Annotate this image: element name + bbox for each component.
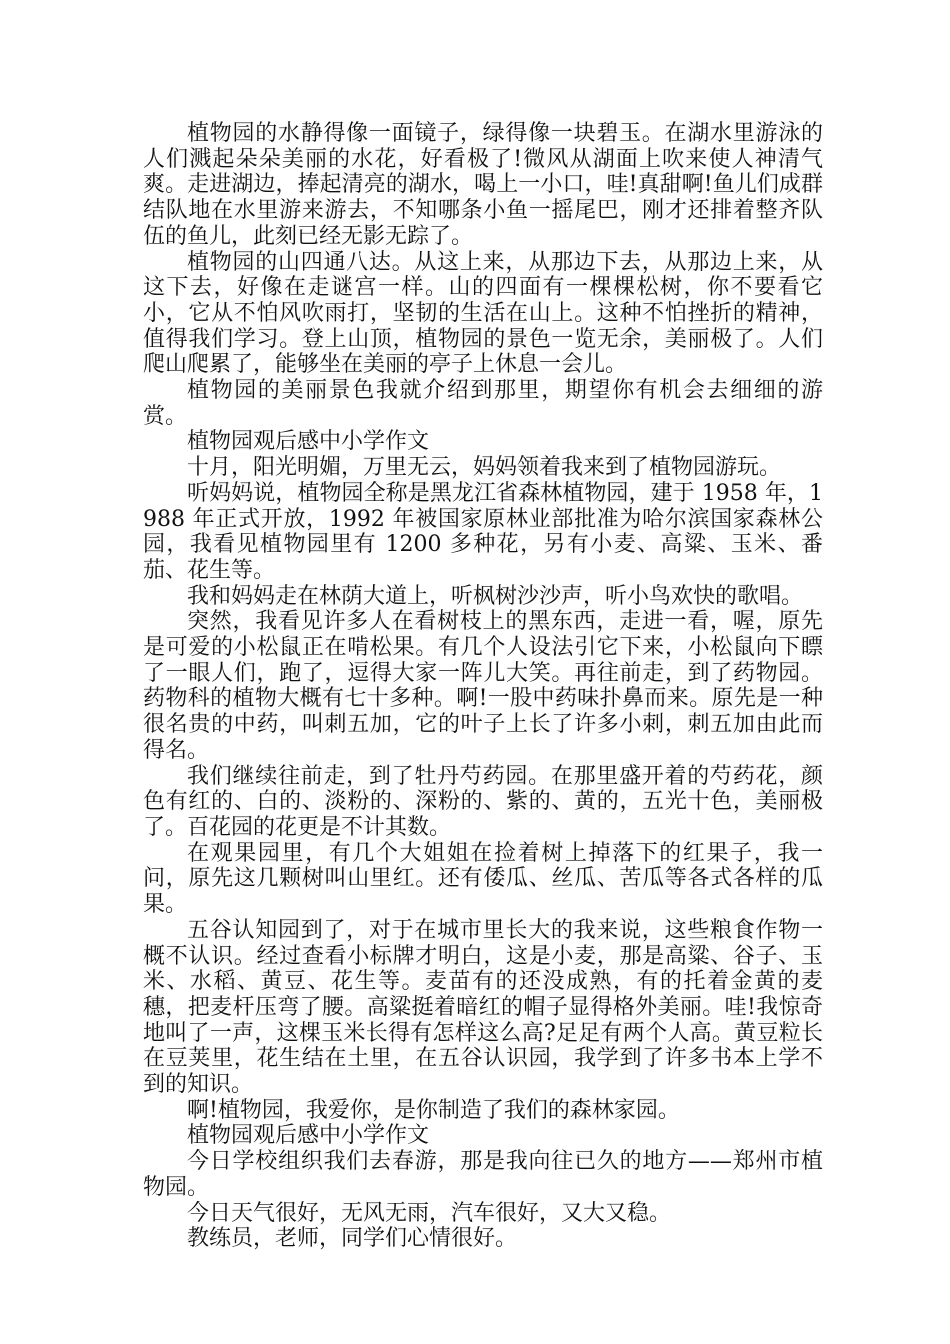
paragraph-love: 啊!植物园，我爱你，是你制造了我们的森林家园。 xyxy=(187,1097,680,1123)
document-body xyxy=(143,121,823,1252)
paragraph-lake: 植物园的水静得像一面镜子，绿得像一块碧玉。在湖水里游泳的人们溅起朵朵美丽的水花，好看极了!微风从湖面上吹来使人神清气爽。走进湖边，捧起清亮的湖水，喝上一小口，哇!真甜啊!鱼儿们成群结队地在水里游来游去，不知哪条小鱼一摇尾巴，刚才还排着整齐队伍的鱼儿，此刻已经无影无踪了。 xyxy=(143,121,823,249)
paragraph-mood: 教练员，老师，同学们心情很好。 xyxy=(187,1226,518,1252)
paragraph-closing-invite: 植物园的美丽景色我就介绍到那里，期望你有机会去细细的游赏。 xyxy=(143,378,823,429)
paragraph-boulevard: 我和妈妈走在林荫大道上，听枫树沙沙声，听小鸟欢快的歌唱。 xyxy=(187,583,804,609)
paragraph-weather: 今日天气很好，无风无雨，汽车很好，又大又稳。 xyxy=(187,1200,672,1226)
paragraph-peony: 我们继续往前走，到了牡丹芍药园。在那里盛开着的芍药花，颜色有红的、白的、淡粉的、深粉的、紫的、黄的，五光十色，美丽极了。百花园的花更是不计其数。 xyxy=(143,763,823,840)
paragraph-october: 十月，阳光明媚，万里无云，妈妈领着我来到了植物园游玩。 xyxy=(187,455,782,481)
paragraph-history: 听妈妈说，植物园全称是黑龙江省森林植物园，建于 1958 年，1988 年正式开放，1992 年被国家原林业部批准为哈尔滨国家森林公园，我看见植物园里有 1200 多种花，另有小麦、高粱、玉米、番茄、花生等。 xyxy=(143,480,823,583)
paragraph-mountain: 植物园的山四通八达。从这上来，从那边下去，从那边上来，从这下去，好像在走谜宫一样。山的四面有一棵棵松树，你不要看它小，它从不怕风吹雨打，坚韧的生活在山上。这种不怕挫折的精神，值得我们学习。登上山顶，植物园的景色一览无余，美丽极了。人们爬山爬累了，能够坐在美丽的亭子上休息一会儿。 xyxy=(143,249,823,378)
paragraph-squirrel: 突然，我看见许多人在看树枝上的黑东西，走进一看，喔，原先是可爱的小松鼠正在啃松果。有几个人设法引它下来，小松鼠向下瞟了一眼人们，跑了，逗得大家一阵儿大笑。再往前走，到了药物园。药物科的植物大概有七十多种。啊!一股中药味扑鼻而来。原先是一种很名贵的中药，叫刺五加，它的叶子上长了许多小刺，刺五加由此而得名。 xyxy=(143,609,823,763)
essay-heading: 植物园观后感中小学作文 xyxy=(187,1123,430,1149)
essay-heading: 植物园观后感中小学作文 xyxy=(187,429,430,455)
paragraph-grain-garden: 五谷认知园到了，对于在城市里长大的我来说，这些粮食作物一概不认识。经过查看小标牌才明白，这是小麦，那是高粱、谷子、玉米、水稻、黄豆、花生等。麦苗有的还没成熟，有的托着金黄的麦穗，把麦杆压弯了腰。高粱挺着暗红的帽子显得格外美丽。哇!我惊奇地叫了一声，这棵玉米长得有怎样这么高?足足有两个人高。黄豆粒长在豆荚里，花生结在土里，在五谷认识园，我学到了许多书本上学不到的知识。 xyxy=(143,917,823,1098)
paragraph-fruit-garden: 在观果园里，有几个大姐姐在捡着树上掉落下的红果子，我一问，原先这几颗树叫山里红。还有倭瓜、丝瓜、苦瓜等各式各样的瓜果。 xyxy=(143,840,823,918)
paragraph-spring-trip: 今日学校组织我们去春游，那是我向往已久的地方——郑州市植物园。 xyxy=(143,1149,823,1200)
